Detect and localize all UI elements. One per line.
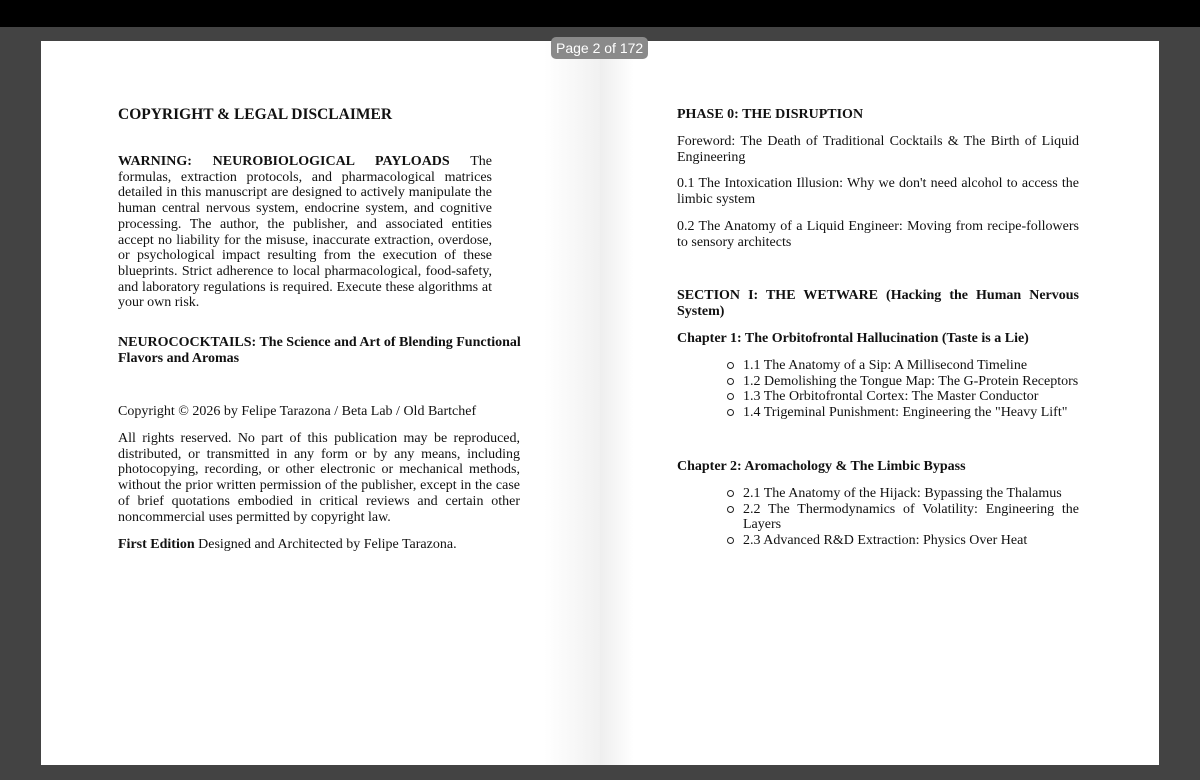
warning-label: WARNING: NEUROBIOLOGICAL PAYLOADS — [118, 154, 450, 169]
toc-subitem[interactable]: 2.1 The Anatomy of the Hijack: Bypassing the Thalamus — [727, 486, 1079, 502]
copyright-line: Copyright © 2026 by Felipe Tarazona / Beta Lab / Old Bartchef — [118, 404, 477, 419]
book-title: NEUROCOCKTAILS: The Science and Art of Blending Functional Flavors and Aromas — [118, 335, 521, 366]
chapter-2-list — [727, 486, 1079, 549]
right-page[interactable] — [600, 41, 1159, 765]
toc-subitem[interactable]: 2.2 The Thermodynamics of Volatility: Engineering the Layers — [727, 502, 1079, 533]
warning-paragraph — [118, 154, 492, 311]
edition-line — [118, 537, 538, 553]
chapter-1-title[interactable]: Chapter 1: The Orbitofrontal Hallucination (Taste is a Lie) — [677, 331, 1029, 346]
edition-label: First Edition — [118, 537, 195, 552]
toc-subitem[interactable]: 1.4 Trigeminal Punishment: Engineering the "Heavy Lift" — [727, 405, 1079, 421]
toc-entry[interactable]: 0.2 The Anatomy of a Liquid Engineer: Moving from recipe-followers to sensory architects — [677, 219, 1079, 250]
phase-heading: PHASE 0: THE DISRUPTION — [677, 107, 864, 122]
toc-subitem[interactable]: 1.2 Demolishing the Tongue Map: The G-Protein Receptors — [727, 374, 1079, 390]
warning-text: The formulas, extraction protocols, and pharmacological matrices detailed in this manuscript are designed to actively manipulate the human central nervous system, endocrine system, and cognitive processing. The author, the publisher, and associated entities accept no liability for the misuse, inaccurate extraction, overdose, or psychological impact resulting from the execution of these blueprints. Strict adherence to local pharmacological, food-safety, and laboratory regulations is required. Execute these algorithms at your own risk. — [118, 154, 492, 311]
viewer-top-bar — [0, 0, 1200, 27]
page-indicator: Page 2 of 172 — [551, 37, 648, 59]
toc-entry[interactable]: 0.1 The Intoxication Illusion: Why we don't need alcohol to access the limbic system — [677, 176, 1079, 207]
rights-paragraph: All rights reserved. No part of this publication may be reproduced, distributed, or transmitted in any form or by any means, including photocopying, recording, or other electronic or mechanical methods, without the prior written permission of the publisher, except in the case of brief quotations embodied in critical reviews and certain other noncommercial uses permitted by copyright law. — [118, 431, 520, 525]
copyright-heading: COPYRIGHT & LEGAL DISCLAIMER — [118, 106, 393, 123]
toc-entry[interactable]: Foreword: The Death of Traditional Cocktails & The Birth of Liquid Engineering — [677, 134, 1079, 165]
toc-subitem[interactable]: 2.3 Advanced R&D Extraction: Physics Over Heat — [727, 533, 1079, 549]
section-heading: SECTION I: THE WETWARE (Hacking the Human Nervous System) — [677, 288, 1079, 319]
chapter-1-list — [727, 358, 1079, 421]
toc-subitem[interactable]: 1.3 The Orbitofrontal Cortex: The Master Conductor — [727, 389, 1079, 405]
chapter-2-title[interactable]: Chapter 2: Aromachology & The Limbic Bypass — [677, 459, 966, 474]
toc-subitem[interactable]: 1.1 The Anatomy of a Sip: A Millisecond Timeline — [727, 358, 1079, 374]
edition-text: Designed and Architected by Felipe Tarazona. — [194, 537, 457, 552]
left-page[interactable] — [41, 41, 600, 765]
